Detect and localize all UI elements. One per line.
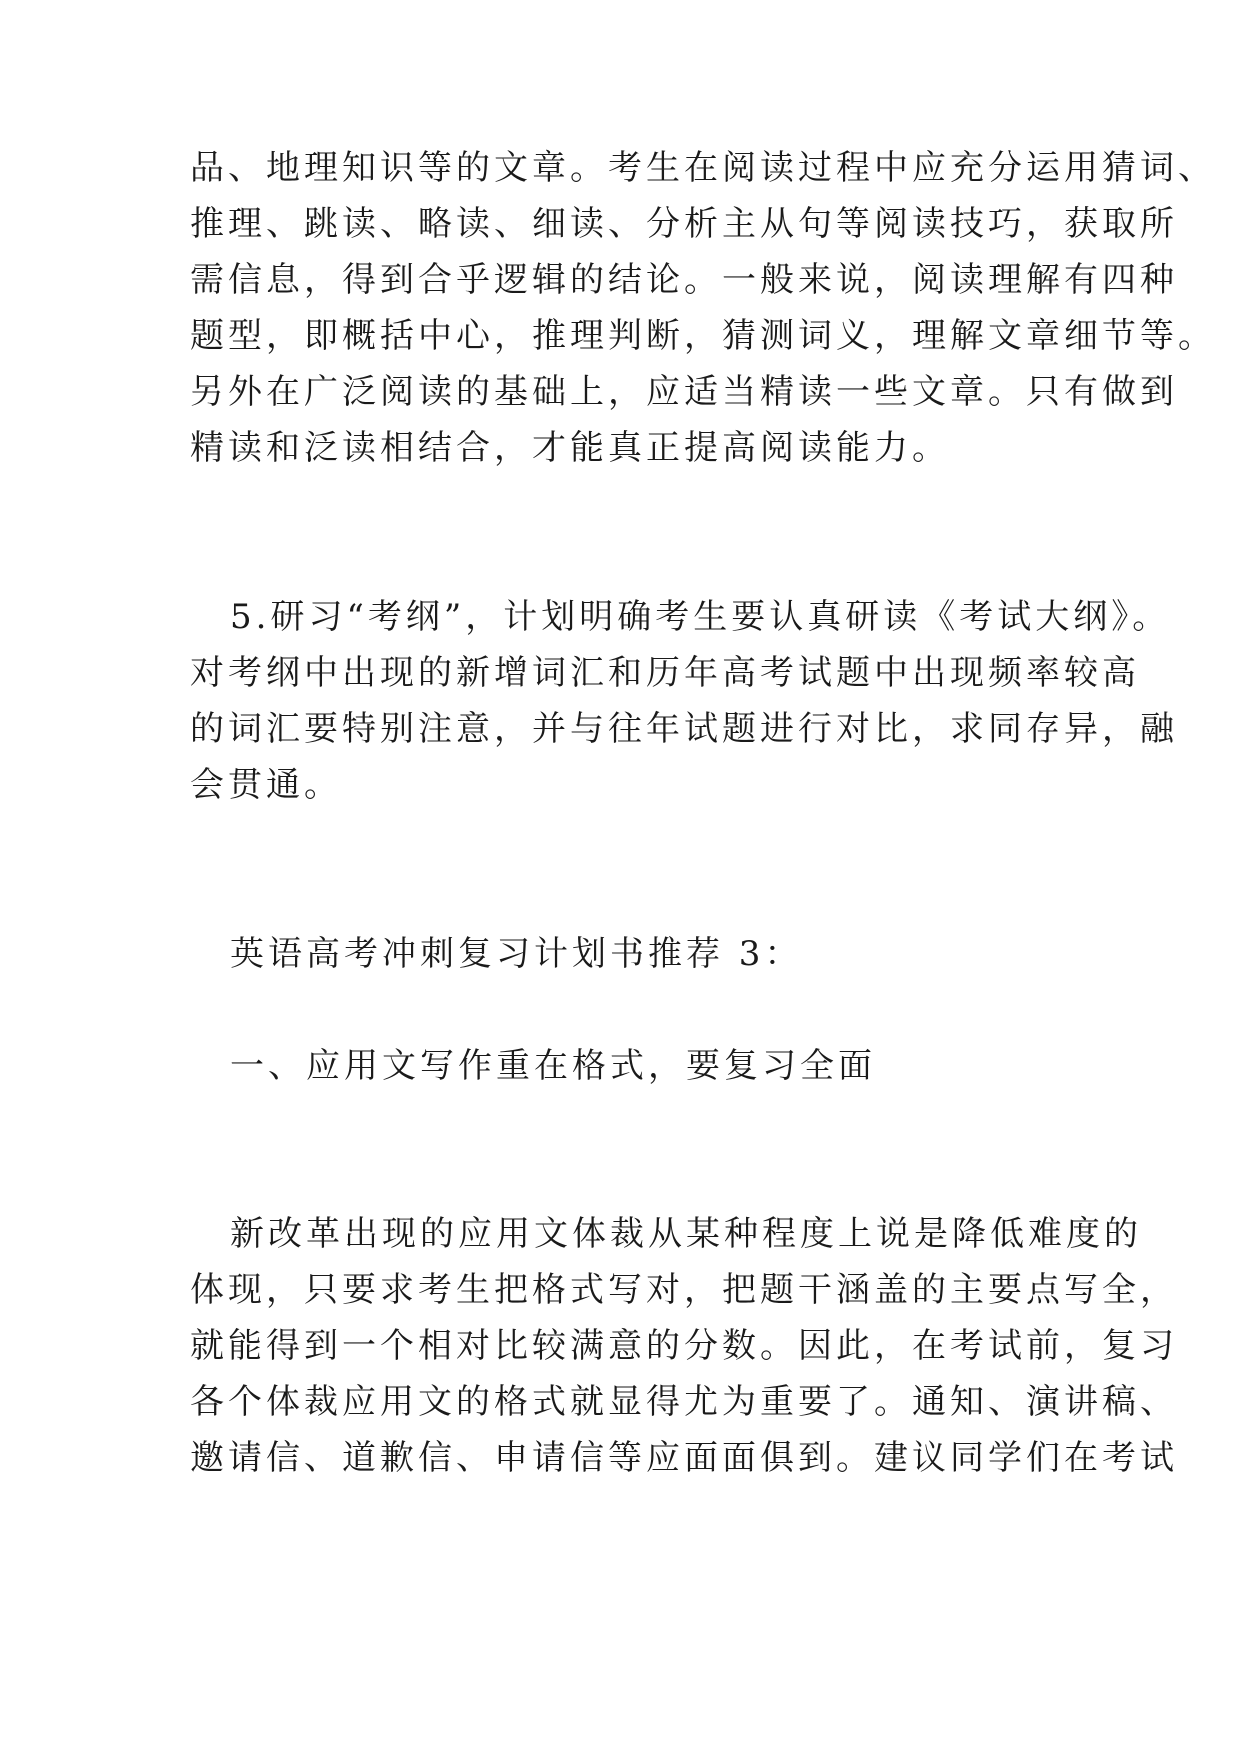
text-line: 的词汇要特别注意，并与往年试题进行对比，求同存异，融 (190, 709, 1178, 749)
text-line: 题型，即概括中心，推理判断，猜测词义，理解文章细节等。 (190, 316, 1216, 356)
text-line: 推理、跳读、略读、细读、分析主从句等阅读技巧，获取所 (190, 204, 1178, 244)
text-line: 5.研习“考纲”，计划明确考生要认真研读《考试大纲》。 (230, 597, 1171, 637)
text-line: 精读和泛读相结合，才能真正提高阅读能力。 (190, 428, 950, 468)
text-line: 体现，只要求考生把格式写对，把题干涵盖的主要点写全， (190, 1270, 1178, 1310)
text-line: 新改革出现的应用文体裁从某种程度上说是降低难度的 (230, 1214, 1142, 1254)
text-line: 邀请信、道歉信、申请信等应面面俱到。建议同学们在考试 (190, 1438, 1178, 1478)
text-line: 品、地理知识等的文章。考生在阅读过程中应充分运用猜词、 (190, 148, 1216, 188)
text-line: 各个体裁应用文的格式就显得尤为重要了。通知、演讲稿、 (190, 1382, 1178, 1422)
text-line: 对考纲中出现的新增词汇和历年高考试题中出现频率较高 (190, 653, 1140, 693)
subheading: 一、应用文写作重在格式，要复习全面 (230, 1046, 876, 1086)
text-line: 需信息，得到合乎逻辑的结论。一般来说，阅读理解有四种 (190, 260, 1178, 300)
text-line: 就能得到一个相对比较满意的分数。因此，在考试前，复习 (190, 1326, 1178, 1366)
text-line: 另外在广泛阅读的基础上，应适当精读一些文章。只有做到 (190, 372, 1178, 412)
section-title: 英语高考冲刺复习计划书推荐 3： (230, 934, 803, 974)
text-line: 会贯通。 (190, 765, 342, 805)
